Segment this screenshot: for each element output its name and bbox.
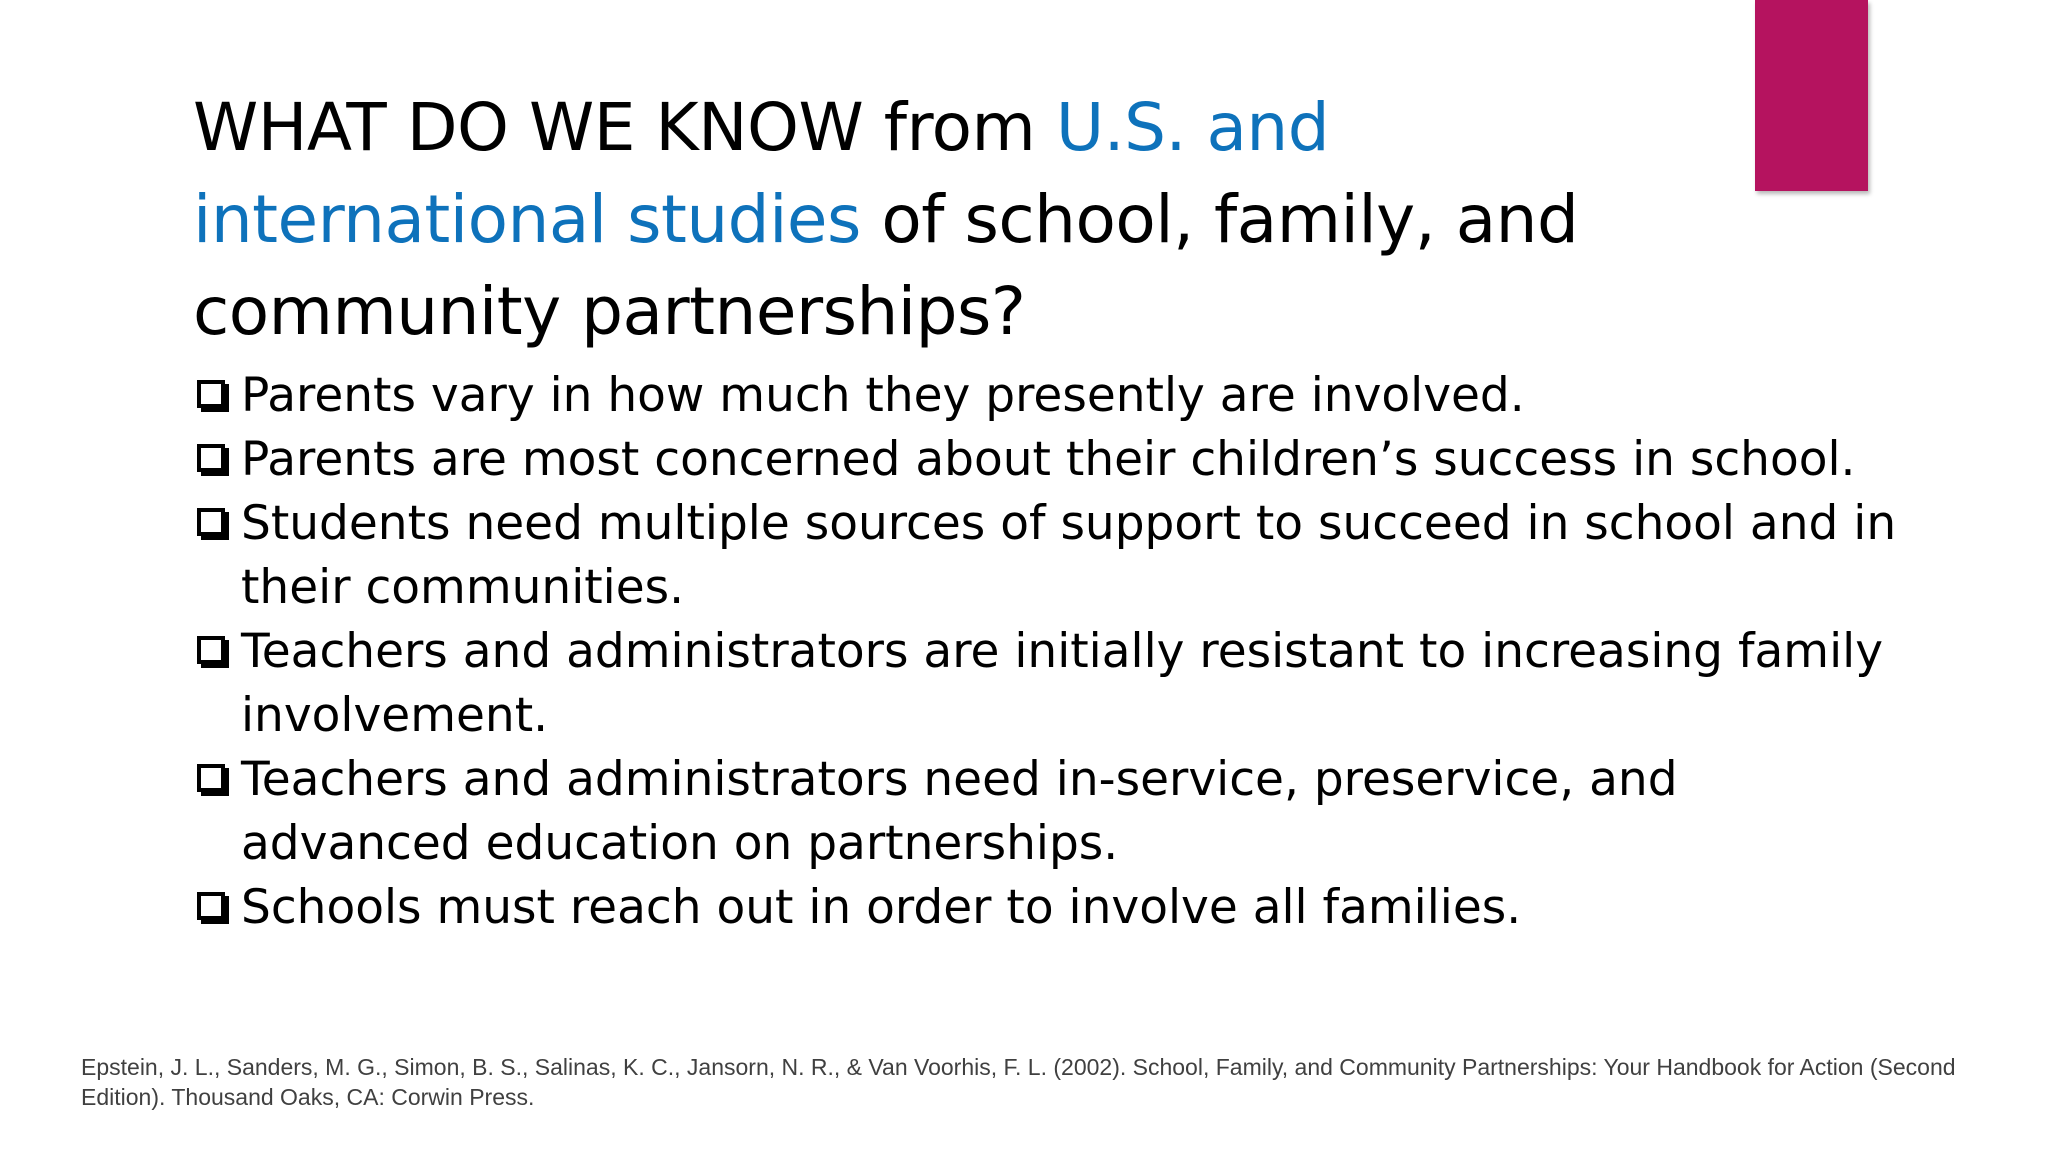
bullet-item xyxy=(193,428,1913,492)
bullet-list xyxy=(193,364,1913,940)
bullet-text: Teachers and administrators are initially resistant to increasing family involvement. xyxy=(241,624,1884,743)
slide-title xyxy=(193,82,1713,358)
bullet-item xyxy=(193,364,1913,428)
bullet-text: Students need multiple sources of support to succeed in school and in their communities. xyxy=(241,496,1897,615)
checkbox-square-icon xyxy=(197,764,225,792)
bullet-text: Schools must reach out in order to involve all families. xyxy=(241,880,1522,935)
title-part-2: of school, family, and community partnerships? xyxy=(193,181,1579,350)
bullet-item xyxy=(193,876,1913,940)
citation: Epstein, J. L., Sanders, M. G., Simon, B. S., Salinas, K. C., Jansorn, N. R., & Van Voorhis, F. L. (2002). School, Family, and Community Partnerships: Your Handbook for Action (Second Edition). Thousand Oaks, CA: Corwin Press. xyxy=(81,1054,1956,1110)
bullet-text: Parents are most concerned about their children’s success in school. xyxy=(241,432,1856,487)
bullet-item xyxy=(193,492,1913,620)
bullet-item xyxy=(193,748,1913,876)
checkbox-square-icon xyxy=(197,380,225,408)
checkbox-square-icon xyxy=(197,508,225,536)
checkbox-square-icon xyxy=(197,636,225,664)
title-part-1: WHAT DO WE KNOW from xyxy=(193,89,1056,166)
bullet-text: Parents vary in how much they presently are involved. xyxy=(241,368,1525,423)
checkbox-square-icon xyxy=(197,892,225,920)
bullet-item xyxy=(193,620,1913,748)
checkbox-square-icon xyxy=(197,444,225,472)
title-highlight: U.S. and international studies xyxy=(193,89,1330,258)
accent-bar xyxy=(1755,0,1868,191)
bullet-text: Teachers and administrators need in-service, preservice, and advanced education on partnerships. xyxy=(241,752,1678,871)
